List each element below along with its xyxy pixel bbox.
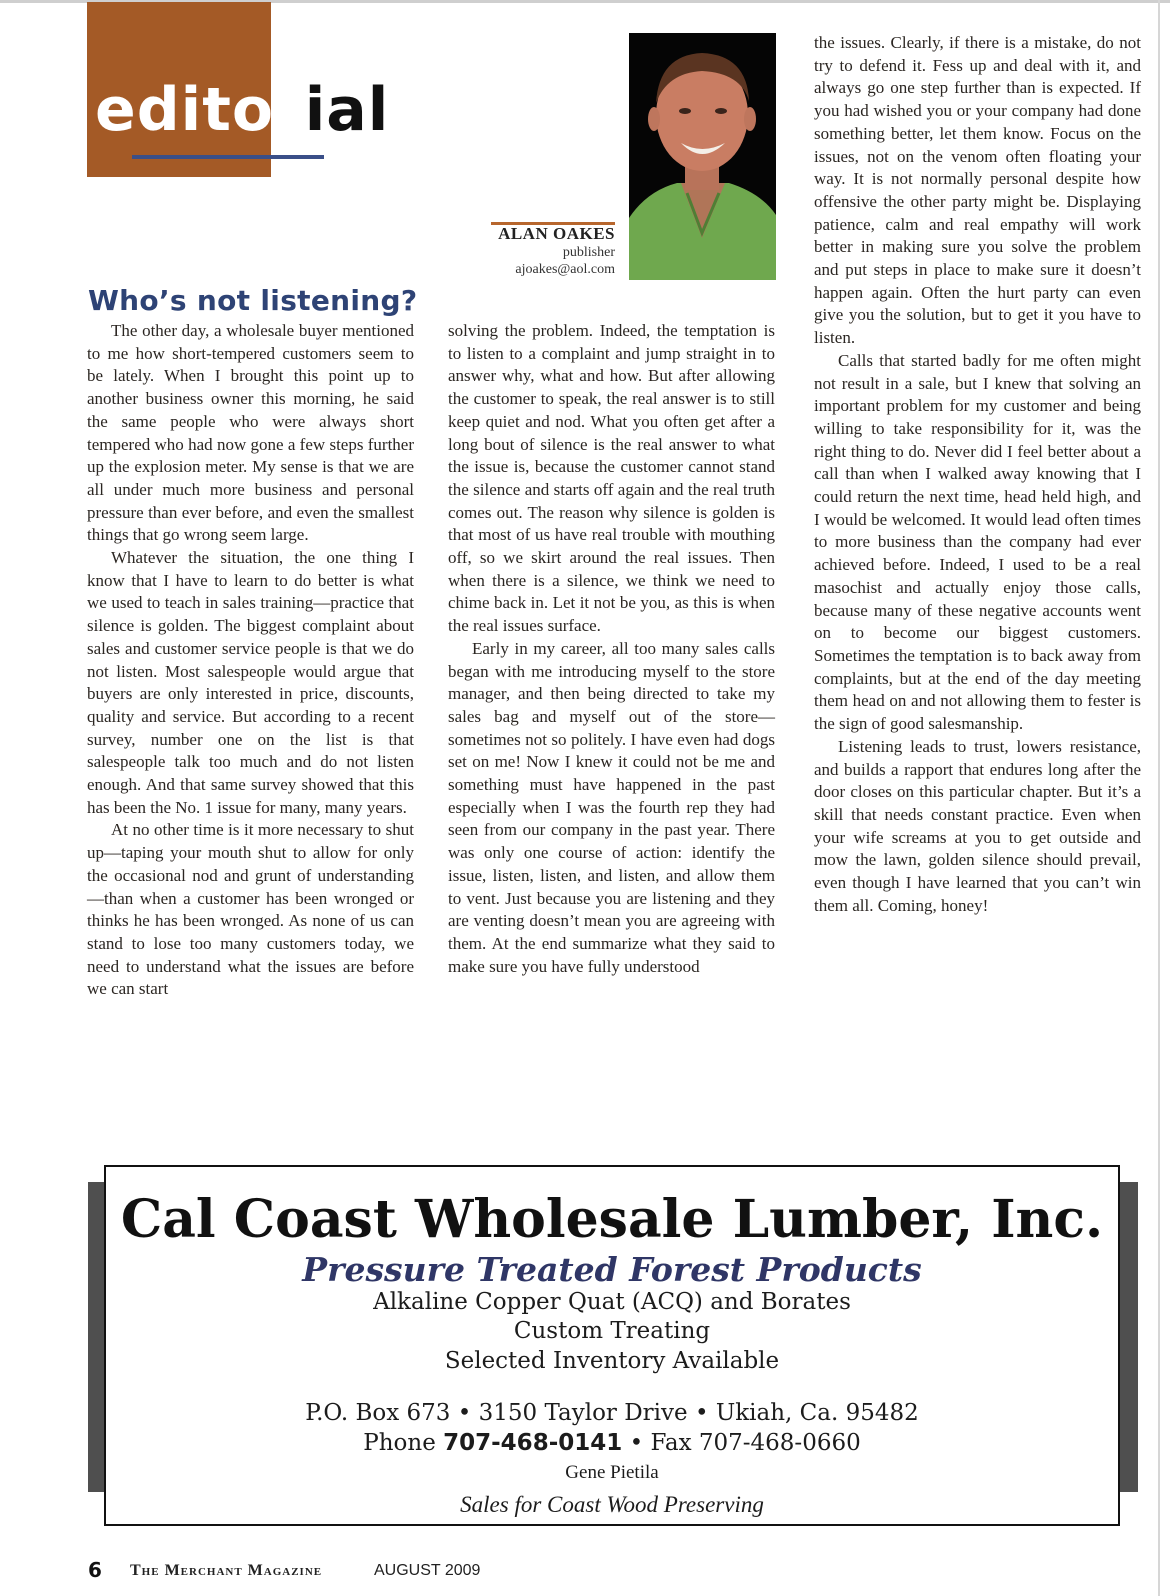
ad-product-line: Custom Treating	[513, 1318, 711, 1344]
ad-company-name: Cal Coast Wholesale Lumber, Inc.	[120, 1189, 1104, 1250]
article-paragraph: Whatever the situation, the one thing I know that I have to learn to do better is what we used to teach in sales training—practice that silence is golden. The biggest complaint about sales and customer service people is that we do not listen. Most salespeople would argue that buyers are only interested in price, discounts, quality and service. But according to a recent survey, number one on the list is that salespeople talk too much and do not listen enough. And that same survey showed that this has been the No. 1 issue for many, many years.	[87, 548, 414, 817]
magazine-name: The Merchant Magazine	[130, 1562, 323, 1579]
ad-sales-line: Sales for Coast Wood Preserving	[460, 1492, 764, 1517]
page-number: 6	[88, 1558, 102, 1582]
ad-fax: • Fax 707-468-0660	[629, 1430, 861, 1456]
article-paragraph: Early in my career, all too many sales calls began with me introducing myself to the store manager, and then being directed to take my sales bag and myself out of the store—sometimes not so politely. I have even had dogs set on me! Now I knew it could not be me and something must have happened in the past especially when I was the fourth rep they had seen from our company in the past year. There was only one course of action: identify the issue, listen, listen, and listen, and allow them to vent. Just because you are listening and they are venting doesn’t mean you are agreeing with them. At the end summarize what they said to make sure you have fully understood	[448, 638, 775, 976]
ad-product-line: Alkaline Copper Quat (ACQ) and Borates	[373, 1289, 851, 1315]
ad-product-line: Selected Inventory Available	[444, 1348, 780, 1374]
publisher-email: ajoakes@aol.com	[515, 262, 615, 277]
editorial-logo	[95, 75, 390, 145]
ad-tagline: Pressure Treated Forest Products	[302, 1250, 922, 1289]
ad-contact-name: Gene Pietila	[565, 1462, 659, 1483]
publisher-name: ALAN OAKES	[498, 224, 615, 243]
editorial-logo-part2: ial	[304, 75, 390, 145]
article-column-3	[814, 32, 1141, 917]
editorial-logo-underline	[132, 155, 324, 159]
publisher-portrait-image	[629, 33, 776, 280]
ad-phone-label: Phone	[363, 1430, 436, 1456]
article-column-1	[87, 320, 414, 1001]
editorial-logo-part1: editor	[95, 75, 305, 145]
article-paragraph: The other day, a wholesale buyer mentioned to me how short-tempered customers seem to be lately. When I brought this point up to another business owner this morning, he said the same people who were always short tempered who had now gone a few steps further up the explosion meter. My sense is that we are all under much more business and personal pressure than ever before, and even the smallest things that go wrong seem large.	[87, 321, 414, 545]
article-paragraph: At no other time is it more necessary to shut up—taping your mouth shut to allow for only the occasional nod and grunt of understanding—than when a customer has been wronged or thinks he has been wronged. As none of us can stand to lose too many customers today, we need to understand what the issues are before we can start	[87, 820, 414, 999]
ad-phone-number: 707-468-0141	[443, 1430, 623, 1456]
ad-right-bar	[1119, 1182, 1138, 1492]
publisher-role: publisher	[562, 245, 615, 260]
article-paragraph: Calls that started badly for me often might not result in a sale, but I knew that solving an important problem for my customer and being willing to take responsibility for it, was the right thing to do. Never did I feel better about a call than when I walked away knowing that I could return the next time, head held high, and I would be welcomed. It would lead often times to more business than the company had ever achieved before. Indeed, I used to be a real masochist and actually enjoy those calls, because many of these negative accounts went on to become our biggest customers. Sometimes the temptation is to back away from complaints, but at the end of the day meeting them head on and not allowing them to fester is the sign of good salesmanship.	[814, 350, 1141, 734]
article-column-2	[448, 320, 775, 978]
article-headline: Who’s not listening?	[88, 284, 418, 317]
article-paragraph: the issues. Clearly, if there is a mistake, do not try to defend it. Fess up and deal with it, and always go one step further than is expected. If you had wished you or your company had done something better, let them know. Focus on the issues, not on the venom often floating your way. It is not normally personal despite how offensive the other party might be. Displaying patience, calm and real empathy will work better in making sure you solve the problem and put steps in place to make sure it doesn’t happen again. Often the hurt party can even give you the solution, but to get it you have to listen.	[814, 33, 1141, 348]
page-edge-rule	[1158, 0, 1160, 1596]
publisher-photo	[629, 33, 776, 280]
ad-phone-line	[104, 1430, 1120, 1456]
ad-address: P.O. Box 673 • 3150 Taylor Drive • Ukiah, Ca. 95482	[305, 1400, 919, 1426]
issue-date: AUGUST 2009	[374, 1562, 481, 1579]
article-paragraph: Listening leads to trust, lowers resistance, and builds a rapport that endures long after the door closes on this particular chapter. But it’s a skill that needs constant practice. Even when your wife screams at you to get outside and mow the lawn, golden silence should prevail, even though I have learned that you can’t win them all. Coming, honey!	[814, 736, 1141, 915]
article-paragraph: solving the problem. Indeed, the temptation is to listen to a complaint and jump straight in to answer why, what and how. But after allowing the customer to speak, the real answer is to still keep quiet and nod. What you often get after a long bout of silence is the real answer to what the issue is, because the customer cannot stand the silence and starts off again and the real truth comes out. The reason why silence is golden is that most of us have real trouble with mouthing off, so we skirt around the real issues. Then when there is a silence, we think we need to chime back in. Let it not be you, as this is when the real issues surface.	[448, 321, 775, 636]
